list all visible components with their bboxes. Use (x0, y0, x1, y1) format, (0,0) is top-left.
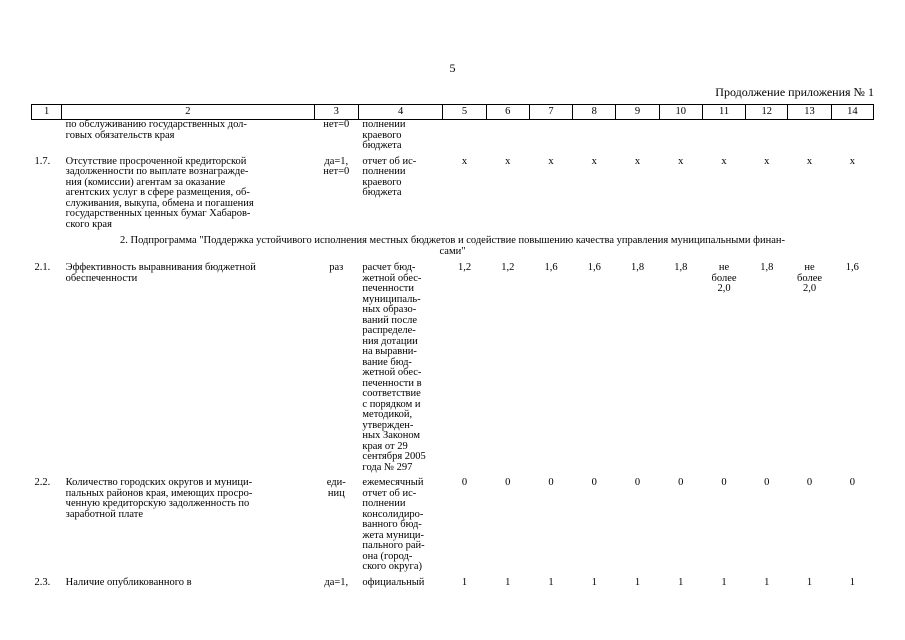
value-cell: x (849, 155, 855, 167)
value-cell: 1 (548, 576, 554, 588)
indicator-name: Наличие опубликованного в (65, 576, 192, 588)
indicator-name: Количество городских округов и муници- пальных районов края, имеющих просро- ченную кредиторскую задолженность по заработной плате (65, 477, 253, 520)
value-cell: 1,8 (760, 262, 774, 273)
header-cell: 8 (573, 105, 616, 120)
value-cell: 1 (634, 576, 641, 588)
value-cell: 0 (505, 477, 511, 488)
value-cell: 1 (461, 576, 468, 588)
value-cell (831, 120, 873, 152)
table-body (32, 120, 874, 589)
value-cell (443, 120, 486, 152)
section-title: 2. Подпрограмма "Поддержка устойчивого исполнения местных бюджетов и содействие повышению качества управления муниципальными финан- сами" (120, 235, 785, 257)
source-cell: официальный (362, 576, 425, 588)
value-cell: 1,2 (457, 262, 472, 273)
header-cell: 5 (443, 105, 486, 120)
unit-cell: да=1, нет=0 (323, 155, 350, 177)
indicator-name: Отсутствие просроченной кредиторской задолженности по выплате вознагражде- ния (комиссии) агентам за оказание агентских услуг в сфере размещения, об- служивания, выкупа, обмена и погашения государственных ценных бумаг Хабаров- ского края (65, 155, 254, 230)
value-cell: 0 (591, 477, 597, 488)
table-row (32, 263, 874, 473)
header-cell: 12 (746, 105, 788, 120)
page-number: 5 (449, 61, 456, 75)
value-cell: 0 (678, 477, 684, 488)
value-cell: 1,8 (630, 262, 645, 273)
value-cell: x (678, 155, 684, 167)
value-cell: 1,8 (674, 262, 688, 273)
row-number: 2.1. (34, 262, 51, 273)
section-row (32, 230, 874, 263)
row-number (32, 120, 62, 152)
value-cell: 1,6 (587, 262, 601, 273)
header-cell: 1 (32, 105, 62, 120)
header-cell: 10 (659, 105, 702, 120)
value-cell: не более 2,0 (711, 262, 737, 294)
value-cell: x (634, 155, 641, 167)
value-cell: 1 (505, 576, 511, 588)
value-cell (788, 120, 831, 152)
value-cell: x (806, 155, 813, 167)
value-cell: 1 (806, 576, 813, 588)
table-row (32, 573, 874, 589)
value-cell: 1 (591, 576, 597, 588)
value-cell: 1 (678, 576, 684, 588)
header-cell: 4 (358, 105, 443, 120)
value-cell (573, 120, 616, 152)
table-header (32, 105, 874, 120)
row-number: 2.2. (34, 477, 51, 488)
value-cell: 0 (721, 477, 727, 488)
source-cell: ежемесячный отчет об ис- полнении консолидиро- ванного бюд- жета муници- пального рай- она (город- ского округа) (362, 477, 425, 572)
value-cell: x (548, 155, 554, 167)
value-cell: x (505, 155, 511, 167)
value-cell: 0 (461, 477, 468, 488)
value-cell: 0 (849, 477, 855, 488)
continuation-label: Продолжение приложения № 1 (715, 85, 874, 99)
value-cell: не более 2,0 (797, 262, 823, 294)
unit-cell: раз (329, 262, 344, 273)
table-row (32, 152, 874, 231)
header-cell: 13 (788, 105, 831, 120)
source-cell: отчет об ис- полнении краевого бюджета (362, 155, 417, 198)
value-cell: 1 (721, 576, 727, 588)
table-row (32, 120, 874, 152)
value-cell: 0 (806, 477, 813, 488)
table-row (32, 473, 874, 573)
source-cell: расчет бюд- жетной обес- печенности муниципаль- ных образо- ваний после распределе- ния дотации на выравни- вание бюд- жетной обес- печенности в соответствие с порядком и методикой, утвержден- ных Законом края от 29 сентября 2005 года № 297 (362, 262, 426, 473)
value-cell: 1,6 (845, 262, 859, 273)
value-cell (746, 120, 788, 152)
value-cell (486, 120, 529, 152)
header-cell: 6 (486, 105, 529, 120)
indicators-table (31, 104, 874, 588)
row-number: 2.3. (34, 576, 51, 588)
value-cell: 1 (764, 576, 770, 588)
value-cell: 0 (634, 477, 641, 488)
unit-cell: еди- ниц (326, 477, 346, 499)
value-cell: x (461, 155, 468, 167)
value-cell: 1,2 (501, 262, 515, 273)
header-cell: 3 (314, 105, 358, 120)
value-cell: x (591, 155, 597, 167)
value-cell: 0 (548, 477, 554, 488)
unit-cell: нет=0 (323, 119, 350, 130)
value-cell: 1,6 (544, 262, 558, 273)
value-cell: 0 (764, 477, 770, 488)
value-cell: 1 (849, 576, 855, 588)
source-cell: полнении краевого бюджета (362, 119, 406, 151)
indicator-name: Эффективность выравнивания бюджетной обеспеченности (65, 262, 256, 284)
value-cell (529, 120, 572, 152)
value-cell (616, 120, 659, 152)
value-cell (659, 120, 702, 152)
header-cell: 14 (831, 105, 873, 120)
value-cell: x (721, 155, 727, 167)
indicator-name: по обслуживанию государственных дол- говых обязательств края (65, 119, 247, 141)
header-cell: 11 (702, 105, 745, 120)
header-cell: 2 (62, 105, 314, 120)
value-cell (702, 120, 745, 152)
header-cell: 9 (616, 105, 659, 120)
unit-cell: да=1, (324, 576, 349, 588)
header-cell: 7 (529, 105, 572, 120)
row-number: 1.7. (34, 155, 51, 167)
value-cell: x (764, 155, 770, 167)
